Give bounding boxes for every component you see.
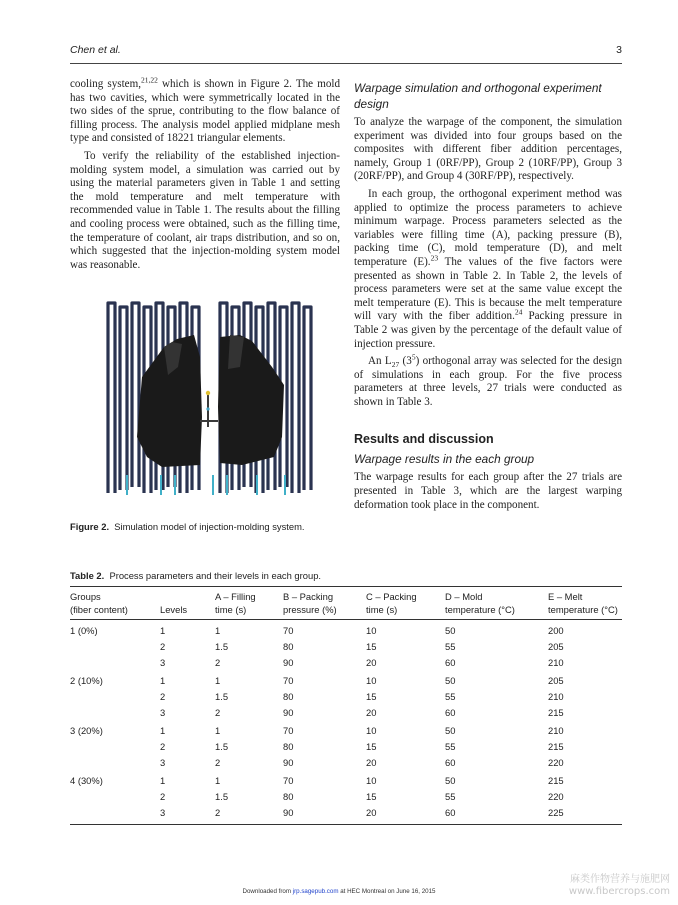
table-header-cell: Groups (fiber content): [70, 591, 128, 615]
table-cell: 2: [215, 807, 221, 818]
table-cell: 55: [445, 791, 456, 802]
table-cell: 1.5: [215, 791, 229, 802]
table-cell: 1: [160, 675, 166, 686]
table-header-cell: A – Filling time (s): [215, 591, 256, 615]
running-title: Chen et al.: [70, 44, 121, 56]
table-cell: 10: [366, 675, 377, 686]
table-cell: 2: [215, 657, 221, 668]
table-cell: 55: [445, 741, 456, 752]
table-cell: 210: [548, 725, 564, 736]
table-cell: 15: [366, 741, 377, 752]
table-cell: 60: [445, 657, 456, 668]
table-cell: 210: [548, 691, 564, 702]
table-cell: 70: [283, 725, 294, 736]
table-cell: 2 (10%): [70, 675, 103, 686]
table-header: [70, 591, 622, 619]
table-cell: 80: [283, 691, 294, 702]
table-cell: 70: [283, 675, 294, 686]
table-header-cell: D – Mold temperature (°C): [445, 591, 515, 615]
channel-inlet: [284, 475, 286, 495]
table-cell: 4 (30%): [70, 775, 103, 786]
table-cell: 3: [160, 707, 166, 718]
table-cell: 20: [366, 657, 377, 668]
table-cell: 80: [283, 641, 294, 652]
table-cell: 220: [548, 791, 564, 802]
cooling-channel: [132, 303, 139, 487]
channel-inlet: [212, 475, 214, 495]
citation: 21,22: [140, 75, 158, 85]
table-row: [70, 674, 622, 687]
table-header-cell: B – Packing pressure (%): [283, 591, 337, 615]
right-column: [354, 80, 622, 512]
watermark: [569, 874, 670, 898]
table-cell: 80: [283, 741, 294, 752]
table-cell: 200: [548, 625, 564, 636]
table-cell: 60: [445, 807, 456, 818]
figure-caption: [70, 521, 360, 532]
table-cell: 90: [283, 807, 294, 818]
paragraph: To analyze the warpage of the component, the simulation experiment was divided into four groups based on the composites with different fiber addition percentages, namely, Group 1 (0RF/PP), Group 2 (10RF/PP), Group 3 (20RF/PP), and Group 4 (30RF/PP), respectively.: [354, 116, 622, 183]
header-rule: [70, 63, 622, 64]
footer-link[interactable]: jrp.sagepub.com: [292, 888, 339, 895]
table-row: [70, 806, 622, 819]
paragraph: cooling system,$^{21,22}$ which is shown in Figure 2. The mold has two cavities, which were symmetrically located in the two sides of the sprue, contributing to the flow balance of filling process. The analysis model applied midplane mesh type and consisted of 18221 triangular elements.: [70, 75, 341, 145]
left-column: [70, 75, 341, 272]
table-cell: 2: [160, 641, 166, 652]
table-cell: 1: [215, 625, 221, 636]
paragraph: An $L_{27}$ $(3^5)$ orthogonal array was selected for the design of simulations in each group. For the five process parameters at three levels, 27 trials were conducted as shown in Table 3.: [354, 352, 623, 408]
table-cell: 2: [215, 757, 221, 768]
table-cell: 20: [366, 757, 377, 768]
table-cell: 10: [366, 725, 377, 736]
table-cell: 2: [160, 741, 166, 752]
table-cell: 50: [445, 625, 456, 636]
channel-inlet: [256, 475, 258, 495]
table-cell: 80: [283, 791, 294, 802]
table-cell: 55: [445, 641, 456, 652]
table-cell: 2: [160, 691, 166, 702]
paragraph: The warpage results for each group after the 27 trials are presented in Table 3, which are the largest warping deformation took place in the component.: [354, 471, 622, 511]
table-row: [70, 640, 622, 653]
table-cell: 20: [366, 807, 377, 818]
channel-inlet: [174, 475, 176, 495]
download-footer: Downloaded from jrp.sagepub.com at HEC Montreal on June 16, 2015: [242, 888, 436, 895]
table-header-rule: [70, 619, 622, 620]
table-cell: 60: [445, 757, 456, 768]
table-cell: 205: [548, 641, 564, 652]
table-cell: 15: [366, 791, 377, 802]
citation: 23: [430, 253, 439, 263]
table-cell: 10: [366, 625, 377, 636]
table-cell: 215: [548, 707, 564, 718]
table-row: [70, 756, 622, 769]
table-row: [70, 656, 622, 669]
cooling-channel: [292, 303, 299, 493]
table-cell: 220: [548, 757, 564, 768]
table-label: Table 2.: [70, 570, 105, 581]
table-cell: 1: [215, 725, 221, 736]
table-cell: 2: [160, 791, 166, 802]
channel-inlet: [226, 475, 228, 495]
table-cell: 50: [445, 775, 456, 786]
figure-caption-text: Simulation model of injection-molding system.: [114, 521, 305, 532]
paragraph: In each group, the orthogonal experiment method was applied to optimize the process parameters to achieve minimum warpage. Process parameters selected as the variables were filling time (A), packing pressure (B), packing time (C), mold temperature (D), and melt temperature (E).$^{23}$ The values of the five factors were presented as shown in Table 2. In Table 2, the levels of process parameters were set at the same value except the melt temperature (E). This is because the melt temperature will vary with the fiber addition.$^{24}$ Packing pressure in Table 2 was given by the percentage of the default value of injection pressure.: [354, 187, 623, 350]
table-row: [70, 724, 622, 737]
table-caption: [70, 570, 321, 581]
table-header-cell: C – Packing time (s): [366, 591, 417, 615]
table-row: [70, 690, 622, 703]
channel-inlet: [160, 475, 162, 495]
table-cell: 1: [160, 725, 166, 736]
section-heading: Results and discussion: [354, 432, 494, 447]
table-cell: 90: [283, 757, 294, 768]
table-cell: 70: [283, 625, 294, 636]
table-cell: 225: [548, 807, 564, 818]
table-cell: 3: [160, 807, 166, 818]
watermark-line: 麻类作物营养与施肥网: [570, 874, 670, 885]
table-cell: 1: [215, 675, 221, 686]
paragraph: To verify the reliability of the established injection-molding system model, a simulation was carried out by using the material parameters given in Table 1 and setting the mold temperature and melt temperature with recommended value in Table 1. The results about the filling and cooling process were obtained, such as the filling time, the temperature of coolant, air traps distribution, and so on, which suggested that the injection-molding system model was reasonable.: [70, 149, 340, 271]
table-cell: 2: [215, 707, 221, 718]
table-cell: 50: [445, 725, 456, 736]
table-cell: 215: [548, 775, 564, 786]
table-cell: 215: [548, 741, 564, 752]
table-row: [70, 706, 622, 719]
table-row: [70, 774, 622, 787]
figure-simulation-model: [102, 297, 317, 502]
table-cell: 1: [160, 775, 166, 786]
page-number: 3: [616, 44, 622, 56]
table-cell: 20: [366, 707, 377, 718]
cooling-channel: [120, 307, 127, 490]
table-caption-text: Process parameters and their levels in each group.: [109, 570, 322, 581]
cavity-left: [137, 335, 202, 467]
table-cell: 3 (20%): [70, 725, 103, 736]
table-cell: 1.5: [215, 641, 229, 652]
sprue: [200, 391, 218, 427]
table-header-cell: E – Melt temperature (°C): [548, 591, 618, 615]
table-cell: 50: [445, 675, 456, 686]
figure-label: Figure 2.: [70, 521, 110, 532]
table-row: [70, 740, 622, 753]
watermark-line: www.fibercrops.com: [568, 886, 670, 897]
channel-inlet: [126, 475, 128, 495]
table-row: [70, 790, 622, 803]
table-cell: 1 (0%): [70, 625, 98, 636]
table-cell: 60: [445, 707, 456, 718]
subsection-heading: Warpage simulation and orthogonal experiment design: [354, 81, 602, 111]
subsection-heading: Warpage results in the each group: [354, 452, 535, 467]
table-cell: 205: [548, 675, 564, 686]
table-row: [70, 624, 622, 637]
cooling-channel: [304, 307, 311, 490]
citation: 24: [514, 307, 523, 317]
table-cell: 90: [283, 707, 294, 718]
table-cell: 210: [548, 657, 564, 668]
running-header: [70, 44, 622, 60]
table-cell: 10: [366, 775, 377, 786]
table-cell: 3: [160, 757, 166, 768]
table-cell: 1: [215, 775, 221, 786]
table-cell: 3: [160, 657, 166, 668]
table-cell: 15: [366, 691, 377, 702]
table-cell: 55: [445, 691, 456, 702]
table-bottom-rule: [70, 824, 622, 825]
table-cell: 1.5: [215, 691, 229, 702]
cooling-channel: [108, 303, 115, 493]
table-cell: 70: [283, 775, 294, 786]
table-header-cell: Levels: [160, 603, 188, 615]
table-cell: 15: [366, 641, 377, 652]
table-cell: 90: [283, 657, 294, 668]
table-cell: 1: [160, 625, 166, 636]
table-top-rule: [70, 586, 622, 587]
table-cell: 1.5: [215, 741, 229, 752]
